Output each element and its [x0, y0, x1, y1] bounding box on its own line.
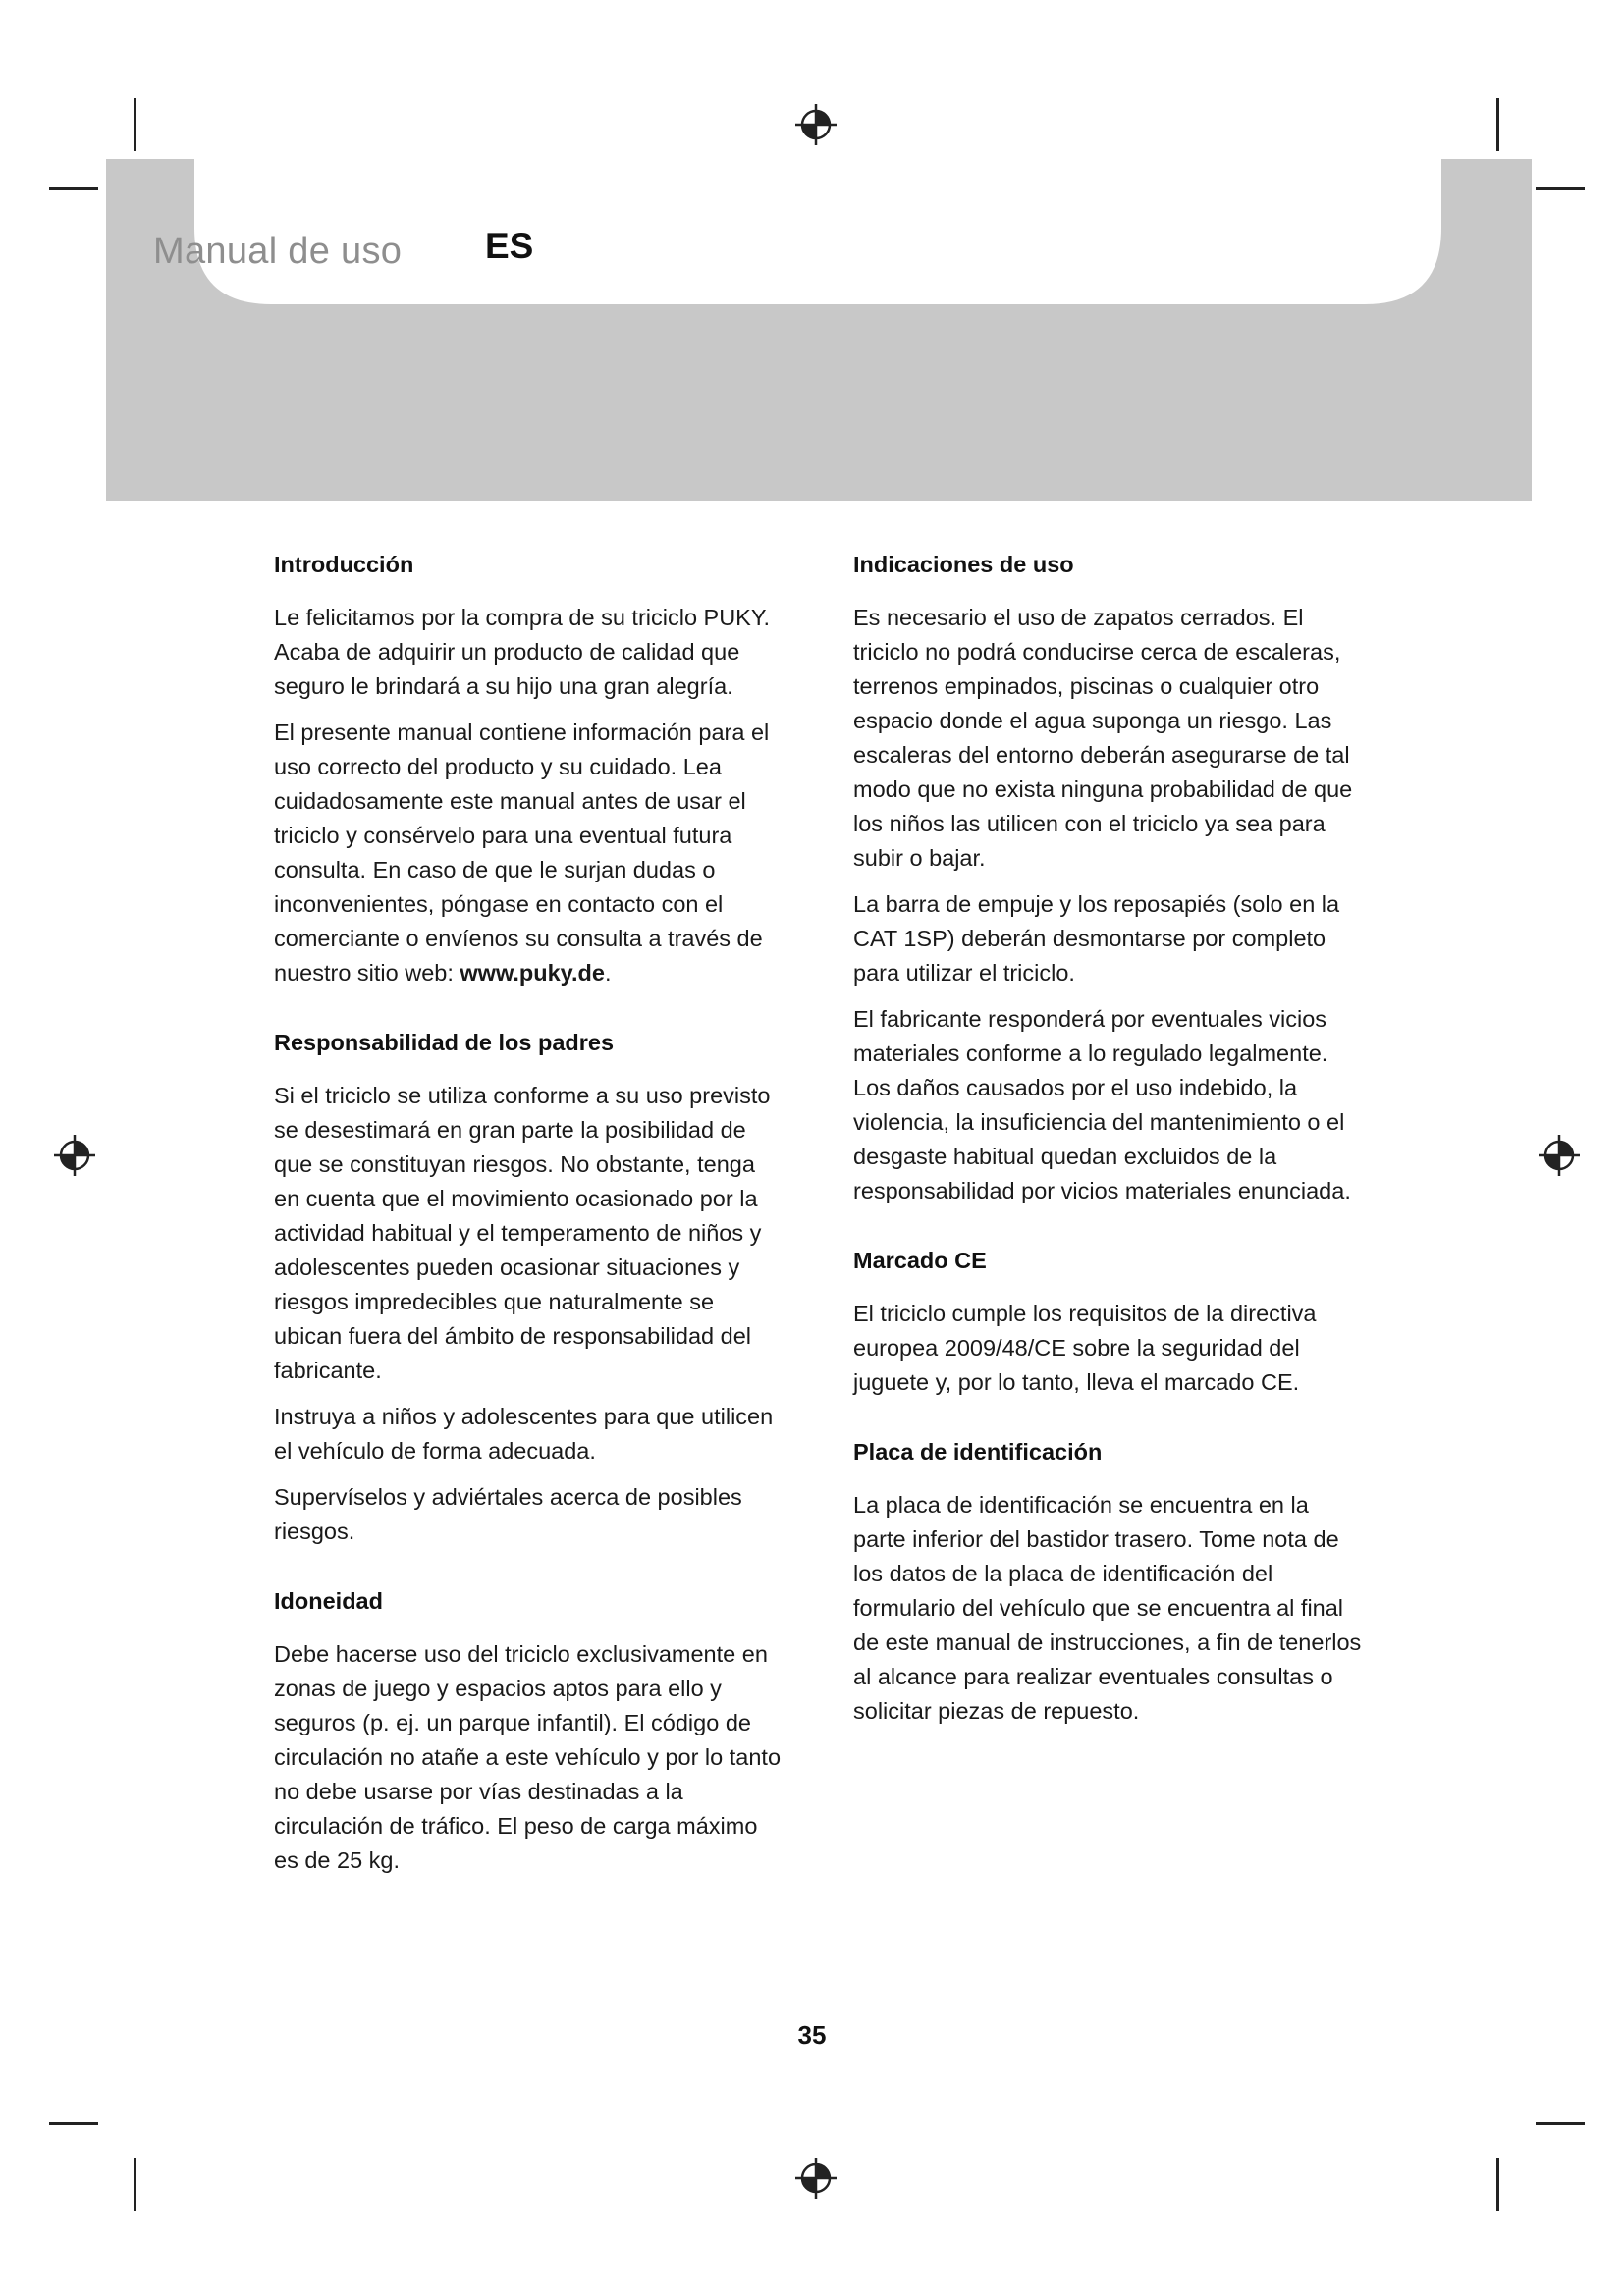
header-band-shape	[106, 159, 1532, 501]
page-number: 35	[797, 2020, 827, 2050]
right-column	[853, 548, 1364, 1740]
paragraph-text: El presente manual contiene información para el uso correcto del producto y su cuidado. Lea cuidadosamente este manual antes de usar el triciclo y consérvelo para una eventual futura consulta. En caso de que le surjan dudas o inconvenientes, póngase en contacto con el comerciante o envíenos su consulta a través de nuestro sitio web:	[274, 720, 770, 986]
crop-mark	[49, 2122, 98, 2125]
header-title-wrap	[153, 222, 402, 281]
paragraph: El triciclo cumple los requisitos de la directiva europea 2009/48/CE sobre la seguridad del juguete y, por lo tanto, lleva el marcado CE.	[853, 1301, 1317, 1395]
section-introduction	[274, 548, 785, 990]
paragraph: La placa de identificación se encuentra en la parte inferior del bastidor trasero. Tome nota de los datos de la placa de identificación del formulario del vehículo que se encuentra al final de este manual de instrucciones, a fin de tenerlos al alcance para realizar eventuales consultas o solicitar piezas de repuesto.	[853, 1492, 1362, 1724]
crop-mark	[1496, 2158, 1499, 2211]
paragraph: Instruya a niños y adolescentes para que utilicen el vehículo de forma adecuada.	[274, 1404, 774, 1464]
registration-mark-icon	[1539, 1135, 1580, 1176]
crop-mark	[1536, 187, 1585, 190]
paragraph: El fabricante responderá por eventuales vicios materiales conforme a lo regulado legalmente. Los daños causados por el uso indebido, la violencia, la insuficiencia del mantenimiento o el desgaste habitual quedan excluidos de la responsabilidad por vicios materiales enunciada.	[853, 1006, 1351, 1203]
section-identification-plate	[853, 1435, 1364, 1729]
section-ce-marking	[853, 1244, 1364, 1400]
section-heading: Marcado CE	[853, 1248, 987, 1273]
paragraph: Si el triciclo se utiliza conforme a su uso previsto se desestimará en gran parte la posibilidad de que se constituyan riesgos. No obstante, tenga en cuenta que el movimiento ocasionado por la actividad habitual y el temperamento de niños y adolescentes pueden ocasionar situaciones y riesgos impredecibles que naturalmente se ubican fuera del ámbito de responsabilidad del fabricante.	[274, 1083, 771, 1383]
paragraph: La barra de empuje y los reposapiés (solo en la CAT 1SP) deberán desmontarse por completo para utilizar el triciclo.	[853, 891, 1340, 986]
paragraph: Es necesario el uso de zapatos cerrados. El triciclo no podrá conducirse cerca de escaleras, terrenos empinados, piscinas o cualquier otro espacio donde el agua suponga un riesgo. Las escaleras del entorno deberán asegurarse de tal modo que no exista ninguna probabilidad de que los niños las utilicen con el triciclo ya sea para subir o bajar.	[853, 605, 1353, 871]
section-suitability	[274, 1584, 785, 1878]
header-band	[106, 159, 1532, 501]
paragraph: Le felicitamos por la compra de su triciclo PUKY. Acaba de adquirir un producto de calidad que seguro le brindará a su hijo una gran alegría.	[274, 605, 771, 699]
website-link[interactable]: www.puky.de	[460, 960, 605, 986]
language-code: ES	[485, 226, 534, 266]
crop-mark	[1536, 2122, 1585, 2125]
section-heading: Introducción	[274, 552, 414, 577]
registration-mark-icon	[54, 1135, 95, 1176]
section-heading: Indicaciones de uso	[853, 552, 1074, 577]
section-usage	[853, 548, 1364, 1208]
section-parents-responsibility	[274, 1026, 785, 1549]
registration-mark-icon	[795, 2158, 837, 2199]
left-column	[274, 548, 785, 1890]
registration-mark-icon	[795, 104, 837, 145]
paragraph: Debe hacerse uso del triciclo exclusivamente en zonas de juego y espacios aptos para ello y seguros (p. ej. un parque infantil). El código de circulación no atañe a este vehículo y por lo tanto no debe usarse por vías destinadas a la circulación de tráfico. El peso de carga máximo es de 25 kg.	[274, 1641, 782, 1873]
manual-title: Manual de uso	[153, 230, 403, 272]
section-heading: Responsabilidad de los padres	[274, 1030, 615, 1055]
crop-mark	[49, 187, 98, 190]
paragraph: El presente manual contiene información para el uso correcto del producto y su cuidado. Lea cuidadosamente este manual antes de usar el triciclo y consérvelo para una eventual futura consulta. En caso de que le surjan dudas o inconvenientes, póngase en contacto con el comerciante o envíenos su consulta a través de nuestro sitio web: www.puky.de.	[274, 720, 770, 986]
section-heading: Placa de identificación	[853, 1439, 1103, 1465]
paragraph: Supervíselos y adviértales acerca de posibles riesgos.	[274, 1484, 742, 1544]
crop-mark	[134, 98, 136, 151]
crop-mark	[1496, 98, 1499, 151]
crop-mark	[134, 2158, 136, 2211]
section-heading: Idoneidad	[274, 1588, 383, 1614]
